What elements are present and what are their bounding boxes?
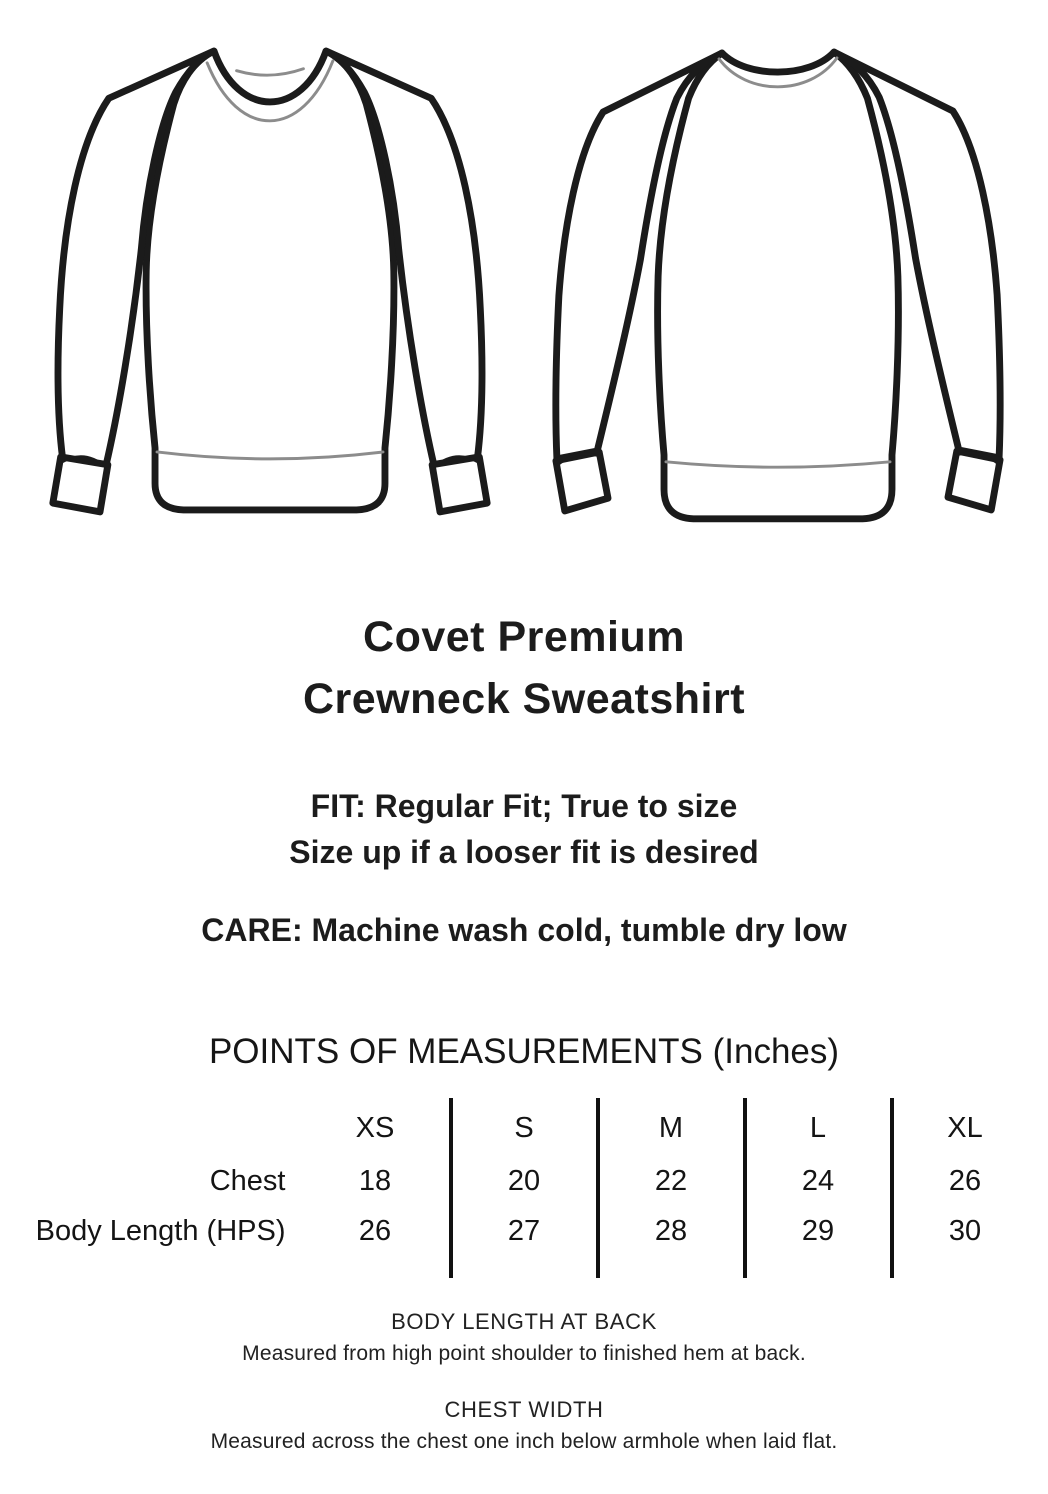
size-table-corner-cell bbox=[12, 1098, 302, 1156]
sweatshirt-back-drawing bbox=[552, 24, 1004, 538]
chest-value-s: 20 bbox=[449, 1156, 596, 1206]
row-label-body-length: Body Length (HPS) bbox=[35, 1214, 286, 1247]
note-chest-width bbox=[0, 1394, 1048, 1456]
front-back-neck-line bbox=[237, 69, 304, 75]
size-header-xs: XS bbox=[355, 1111, 395, 1144]
fit-line1: FIT: Regular Fit; True to size bbox=[310, 787, 738, 824]
size-table bbox=[12, 1098, 1037, 1278]
note-chest-width-description: Measured across the chest one inch below armhole when laid flat. bbox=[210, 1429, 838, 1453]
body-length-value-m: 28 bbox=[596, 1206, 743, 1278]
note-chest-width-heading: CHEST WIDTH bbox=[444, 1397, 604, 1423]
body-length-value-xs: 26 bbox=[358, 1214, 392, 1247]
chest-value-m: 22 bbox=[596, 1156, 743, 1206]
chest-value-xl: 26 bbox=[890, 1156, 1037, 1206]
row-label-chest: Chest bbox=[209, 1164, 286, 1197]
front-left-cuff bbox=[53, 457, 108, 512]
product-title bbox=[0, 606, 1048, 731]
size-header-xl: XL bbox=[890, 1098, 1037, 1156]
product-title-line2: Crewneck Sweatshirt bbox=[302, 675, 746, 724]
back-body-outline bbox=[658, 52, 899, 519]
measurements-heading: POINTS OF MEASUREMENTS (Inches) bbox=[208, 1031, 840, 1071]
note-body-length-heading: BODY LENGTH AT BACK bbox=[391, 1308, 657, 1334]
fit-line2: Size up if a looser fit is desired bbox=[289, 834, 759, 871]
product-title-line1: Covet Premium bbox=[363, 613, 685, 661]
note-body-length-description: Measured from high point shoulder to finished hem at back. bbox=[242, 1341, 806, 1365]
size-header-l: L bbox=[743, 1098, 890, 1156]
size-header-s: S bbox=[449, 1098, 596, 1156]
size-header-m: M bbox=[596, 1098, 743, 1156]
chest-value-xs: 18 bbox=[358, 1164, 392, 1197]
body-length-value-s: 27 bbox=[449, 1206, 596, 1278]
front-right-cuff bbox=[432, 457, 487, 512]
sweatshirt-front-drawing bbox=[44, 24, 496, 538]
fit-info bbox=[0, 783, 1048, 876]
body-length-value-l: 29 bbox=[743, 1206, 890, 1278]
garment-drawings bbox=[0, 0, 1048, 538]
note-body-length bbox=[0, 1306, 1048, 1368]
body-length-value-xl: 30 bbox=[890, 1206, 1037, 1278]
care-info: CARE: Machine wash cold, tumble dry low bbox=[201, 912, 847, 949]
chest-value-l: 24 bbox=[743, 1156, 890, 1206]
